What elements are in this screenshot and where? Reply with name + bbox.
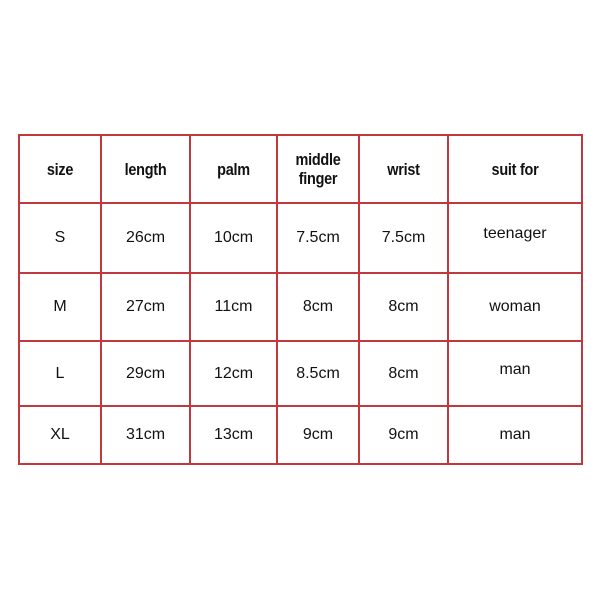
table-row bbox=[19, 341, 582, 406]
cell-wrist: 7.5cm bbox=[359, 203, 448, 273]
suit-for-text: teenager bbox=[483, 225, 547, 242]
header-row bbox=[19, 135, 582, 203]
cell-wrist: 8cm bbox=[359, 341, 448, 406]
header-middle-line1: middle bbox=[295, 150, 341, 169]
header-wrist: wrist bbox=[366, 135, 442, 203]
header-length: length bbox=[108, 135, 184, 203]
cell-palm: 11cm bbox=[190, 273, 277, 341]
size-chart-table bbox=[18, 134, 583, 465]
header-suit-for: suit for bbox=[458, 135, 572, 203]
cell-palm: 13cm bbox=[190, 406, 277, 464]
suit-for-text: man bbox=[499, 426, 531, 443]
cell-palm: 12cm bbox=[190, 341, 277, 406]
cell-length: 26cm bbox=[101, 203, 190, 273]
suit-for-text: man bbox=[499, 360, 531, 378]
cell-size: XL bbox=[19, 406, 101, 464]
table-row bbox=[19, 406, 582, 464]
cell-length: 29cm bbox=[101, 341, 190, 406]
cell-size: S bbox=[19, 203, 101, 273]
cell-middle-finger: 8cm bbox=[277, 273, 359, 341]
header-palm: palm bbox=[197, 135, 271, 203]
cell-middle-finger: 8.5cm bbox=[277, 341, 359, 406]
cell-palm: 10cm bbox=[190, 203, 277, 273]
cell-size: M bbox=[19, 273, 101, 341]
cell-middle-finger: 9cm bbox=[277, 406, 359, 464]
table-row bbox=[19, 273, 582, 341]
cell-suit-for bbox=[448, 341, 582, 406]
cell-suit-for bbox=[448, 203, 582, 273]
suit-for-text: woman bbox=[489, 298, 541, 315]
cell-length: 27cm bbox=[101, 273, 190, 341]
cell-suit-for bbox=[448, 273, 582, 341]
cell-size: L bbox=[19, 341, 101, 406]
cell-suit-for bbox=[448, 406, 582, 464]
header-middle-finger bbox=[283, 135, 353, 203]
cell-middle-finger: 7.5cm bbox=[277, 203, 359, 273]
cell-wrist: 9cm bbox=[359, 406, 448, 464]
cell-length: 31cm bbox=[101, 406, 190, 464]
header-middle-line2: finger bbox=[298, 169, 338, 188]
table-row bbox=[19, 203, 582, 273]
cell-wrist: 8cm bbox=[359, 273, 448, 341]
header-size: size bbox=[25, 135, 95, 203]
